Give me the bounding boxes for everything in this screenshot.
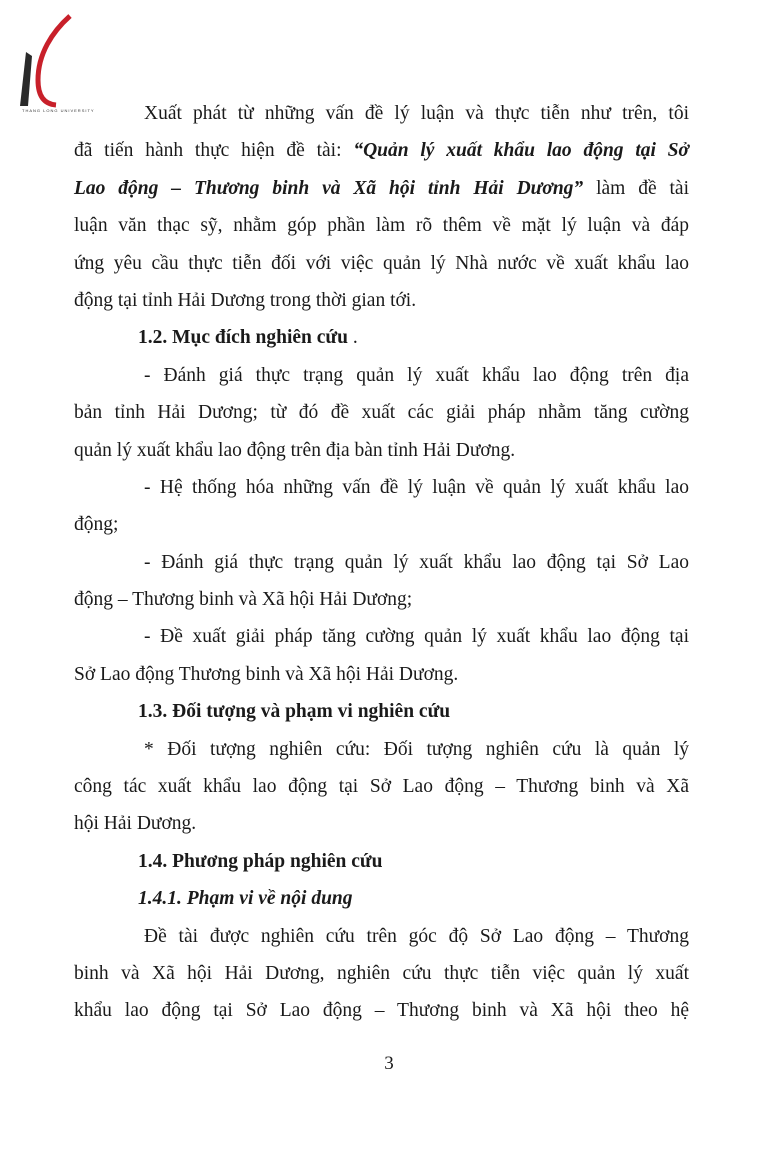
line-text: - Đề xuất giải pháp tăng cường quản lý xuất khẩu lao động tại: [144, 626, 689, 648]
text-line: [74, 319, 689, 356]
text-line: [74, 282, 689, 319]
line-text: làm đề tài: [583, 177, 689, 199]
line-text: - Đánh giá thực trạng quản lý xuất khẩu lao động trên địa: [144, 364, 689, 386]
text-line: [74, 805, 689, 842]
line-text: đã tiến hành thực hiện đề tài:: [74, 140, 354, 162]
line-text: - Hệ thống hóa những vấn đề lý luận về quản lý xuất khẩu lao: [144, 476, 689, 498]
text-line: [74, 245, 689, 282]
text-line: [74, 95, 689, 132]
text-line: [74, 469, 689, 506]
text-line: [74, 768, 689, 805]
line-text: động – Thương binh và Xã hội Hải Dương;: [74, 589, 413, 611]
text-line: [74, 918, 689, 955]
text-line: [74, 618, 689, 655]
text-line: [74, 132, 689, 169]
page-number: 3: [384, 1053, 394, 1074]
text-line: [74, 170, 689, 207]
emphasis-text: “Quản lý xuất khẩu lao động tại Sở: [353, 140, 689, 162]
line-text: công tác xuất khẩu lao động tại Sở Lao động – Thương binh và Xã: [74, 776, 689, 798]
text-line: [74, 357, 689, 394]
document-body: [74, 95, 689, 1030]
line-text: động tại tỉnh Hải Dương trong thời gian tới.: [74, 289, 417, 311]
text-line: [74, 731, 689, 768]
line-text: Đề tài được nghiên cứu trên góc độ Sở Lao động – Thương: [144, 925, 689, 947]
emphasis-text: Lao động – Thương binh và Xã hội tỉnh Hải Dương”: [74, 177, 584, 199]
text-line: [74, 544, 689, 581]
text-line: [74, 506, 689, 543]
text-line: [74, 581, 689, 618]
section-heading: 1.4. Phương pháp nghiên cứu: [138, 850, 383, 872]
line-text: luận văn thạc sỹ, nhằm góp phần làm rõ thêm về mặt lý luận và đáp: [74, 215, 689, 237]
text-line: [74, 843, 689, 880]
line-text: binh và Xã hội Hải Dương, nghiên cứu thực tiễn việc quản lý xuất: [74, 962, 689, 984]
line-text: ứng yêu cầu thực tiễn đối với việc quản lý Nhà nước về xuất khẩu lao: [74, 252, 689, 274]
line-text: - Đánh giá thực trạng quản lý xuất khẩu lao động tại Sở Lao: [144, 551, 689, 573]
line-text: quản lý xuất khẩu lao động trên địa bàn tỉnh Hải Dương.: [74, 439, 516, 461]
section-heading: 1.3. Đối tượng và phạm vi nghiên cứu: [138, 701, 451, 723]
text-line: [74, 880, 689, 917]
text-line: [74, 207, 689, 244]
line-text: Sở Lao động Thương binh và Xã hội Hải Dương.: [74, 663, 459, 685]
line-text: hội Hải Dương.: [74, 813, 197, 835]
text-line: [74, 394, 689, 431]
line-text: động;: [74, 514, 119, 536]
line-text: Xuất phát từ những vấn đề lý luận và thực tiễn như trên, tôi: [144, 103, 689, 124]
logo-caption: THANG LONG UNIVERSITY: [22, 108, 95, 113]
text-line: [74, 955, 689, 992]
line-text: bản tỉnh Hải Dương; từ đó đề xuất các giải pháp nhằm tăng cường: [74, 402, 689, 424]
text-line: [74, 992, 689, 1029]
section-heading: 1.2. Mục đích nghiên cứu: [138, 327, 348, 349]
text-line: [74, 656, 689, 693]
line-text: * Đối tượng nghiên cứu: Đối tượng nghiên cứu là quản lý: [144, 738, 689, 760]
text-line: [74, 693, 689, 730]
text-line: [74, 432, 689, 469]
emphasis-text: 1.4.1. Phạm vi về nội dung: [138, 888, 353, 910]
line-text: khẩu lao động tại Sở Lao động – Thương binh và Xã hội theo hệ: [74, 1000, 689, 1022]
line-text: .: [347, 327, 358, 349]
